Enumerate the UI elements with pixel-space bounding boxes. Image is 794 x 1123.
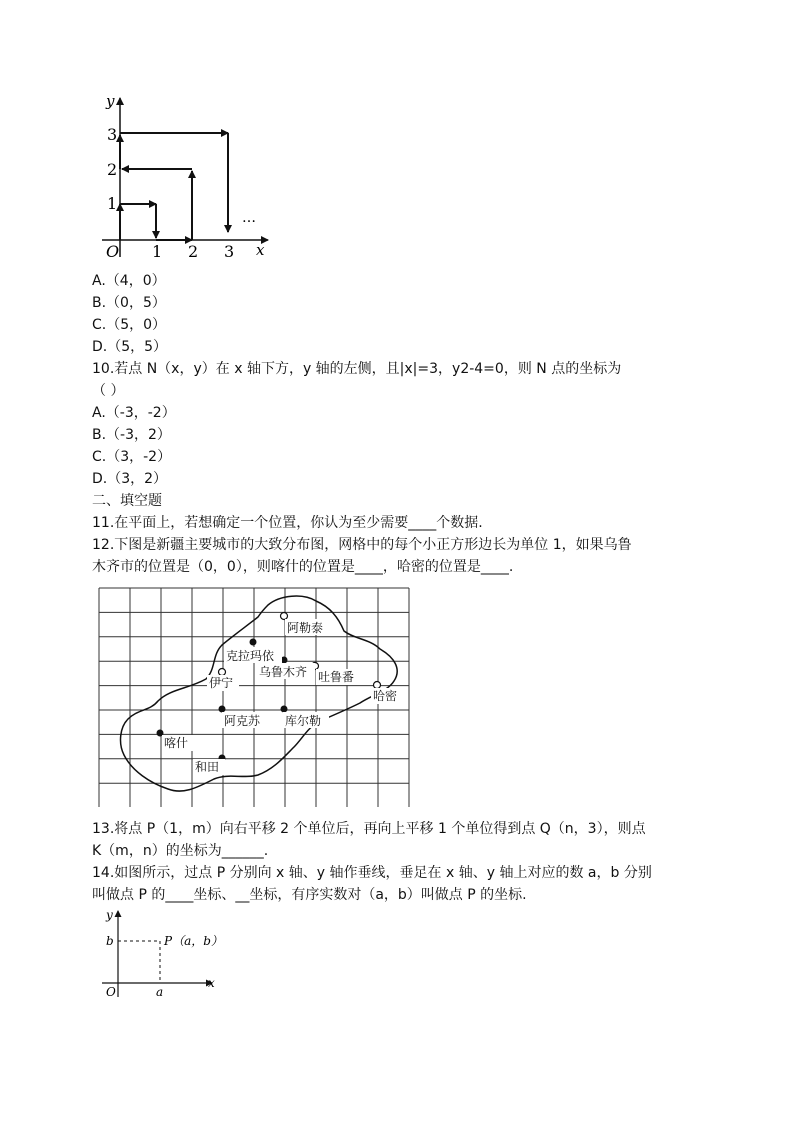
tulufan-label: 吐鲁番: [318, 670, 355, 684]
q9-option-c: C.（5，0）: [92, 317, 167, 333]
origin-label: O: [106, 985, 116, 999]
point-p-label: P（a，b）: [164, 934, 223, 948]
kelamayi-label: 克拉玛依: [226, 649, 275, 663]
x-tick-3: 3: [224, 242, 235, 261]
aletai-label: 阿勒泰: [287, 621, 324, 635]
q10-option-b: B.（-3，2）: [92, 427, 171, 443]
x-tick-1: 1: [152, 242, 163, 261]
yining-label: 伊宁: [209, 676, 234, 690]
kelamayi-marker: [250, 639, 257, 646]
q9-option-b: B.（0，5）: [92, 295, 166, 311]
y-axis-label: y: [106, 92, 115, 110]
xinjiang-map-figure: [98, 587, 410, 807]
y-axis-label: y: [106, 908, 113, 922]
ellipsis: …: [242, 210, 256, 226]
hetian-label: 和田: [195, 760, 220, 774]
q13-line-1: 13.将点 P（1，m）向右平移 2 个单位后，再向上平移 1 个单位得到点 Q（n，3），则点: [92, 821, 646, 837]
q14-line-2: 叫做点 P 的____坐标、__坐标，有序实数对（a，b）叫做点 P 的坐标.: [92, 887, 527, 903]
x-axis-label: x: [208, 976, 215, 990]
q14-line-1: 14.如图所示，过点 P 分别向 x 轴、y 轴作垂线，垂足在 x 轴、y 轴上对应的数 a，b 分别: [92, 865, 652, 881]
point-p-figure: [94, 905, 224, 1000]
q9-option-a: A.（4，0）: [92, 273, 166, 289]
q11-text: 11.在平面上，若想确定一个位置，你认为至少需要____个数据.: [92, 515, 483, 531]
kuerle-marker: [281, 706, 288, 713]
wulumuqi-label: 乌鲁木齐: [259, 665, 308, 679]
q10-option-d: D.（3，2）: [92, 471, 168, 487]
x-axis-label: x: [256, 241, 265, 259]
akesu-marker: [219, 706, 226, 713]
q10-option-a: A.（-3，-2）: [92, 405, 176, 421]
b-label: b: [106, 934, 114, 948]
q10-option-c: C.（3，-2）: [92, 449, 172, 465]
origin-label: O: [106, 242, 120, 261]
y-tick-1: 1: [107, 194, 118, 213]
spiral-path-figure: [96, 92, 276, 262]
kashi-label: 喀什: [164, 736, 189, 750]
y-tick-3: 3: [107, 125, 118, 144]
yining-marker: [219, 669, 226, 676]
y-tick-2: 2: [107, 160, 118, 179]
region-boundary: [121, 596, 398, 791]
x-tick-2: 2: [188, 242, 199, 261]
kuerle-label: 库尔勒: [285, 714, 322, 728]
q12-line-2: 木齐市的位置是（0，0），则喀什的位置是____，哈密的位置是____.: [92, 559, 514, 575]
aletai-marker: [281, 613, 288, 620]
q13-line-2: K（m，n）的坐标为______.: [92, 843, 269, 859]
q10-stem: 10.若点 N（x，y）在 x 轴下方，y 轴的左侧，且|x|=3，y2-4=0，则 N 点的坐标为: [92, 361, 622, 377]
q12-line-1: 12.下图是新疆主要城市的大致分布图，网格中的每个小正方形边长为单位 1，如果乌鲁: [92, 537, 632, 553]
akesu-label: 阿克苏: [224, 714, 261, 728]
hami-label: 哈密: [373, 689, 398, 703]
a-label: a: [156, 985, 164, 999]
hami-marker: [374, 682, 381, 689]
q10-answer-blank: （ ）: [92, 383, 125, 399]
q9-option-d: D.（5，5）: [92, 339, 168, 355]
section-heading: 二、填空题: [92, 493, 162, 509]
